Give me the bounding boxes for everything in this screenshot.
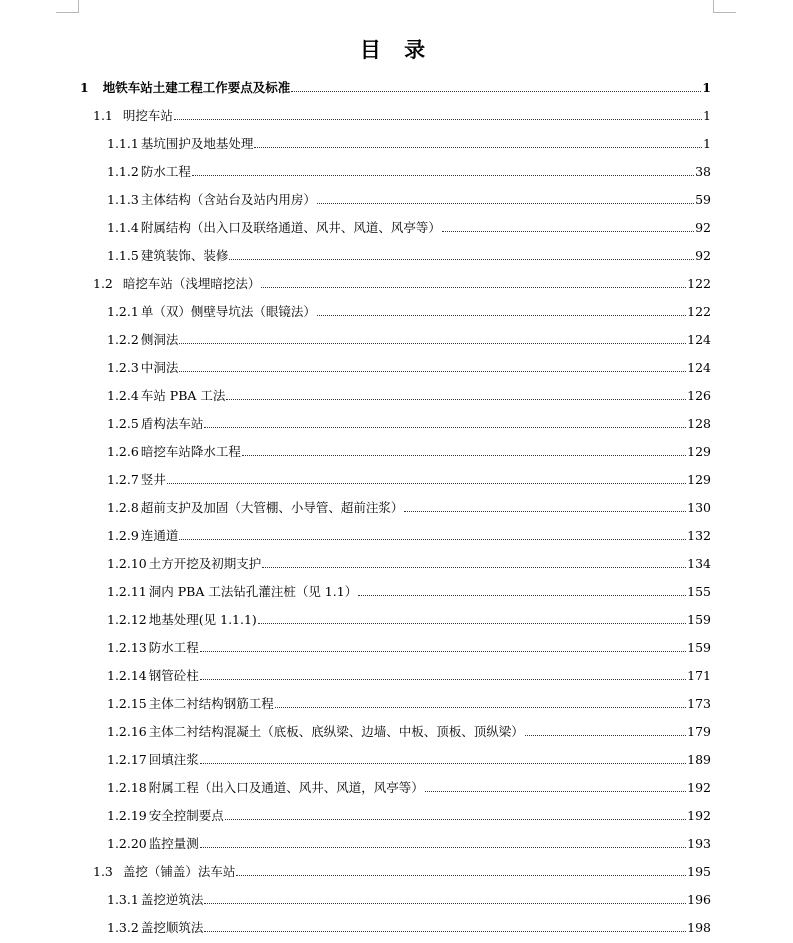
toc-entry-title: 中洞法 <box>140 360 179 375</box>
toc-entry[interactable] <box>107 414 711 432</box>
toc-entry-title: 单（双）侧壁导坑法（眼镜法） <box>140 304 316 319</box>
toc-entry-page: 1 <box>702 80 711 95</box>
toc-entry[interactable] <box>93 862 711 880</box>
toc-entry[interactable] <box>93 106 711 124</box>
toc-entry-number: 1.2.6 <box>107 444 139 459</box>
toc-entry-title: 防水工程 <box>140 164 191 179</box>
toc-entry[interactable] <box>80 78 711 96</box>
toc-dot-leader <box>525 735 686 736</box>
toc-entry-page: 122 <box>687 276 711 291</box>
toc-entry[interactable] <box>107 722 711 740</box>
toc-entry-number: 1.2.12 <box>107 612 147 627</box>
toc-entry[interactable] <box>107 638 711 656</box>
toc-entry-page: 126 <box>687 388 711 403</box>
toc-entry-title: 暗挖车站（浅埋暗挖法） <box>122 276 261 291</box>
toc-dot-leader <box>442 231 694 232</box>
toc-entry-title: 回填注浆 <box>148 752 199 767</box>
page-corner-mark-left <box>56 0 79 13</box>
toc-entry-title: 地铁车站土建工程工作要点及标准 <box>102 80 291 95</box>
toc-entry[interactable] <box>93 274 711 292</box>
toc-entry[interactable] <box>107 190 711 208</box>
toc-entry[interactable] <box>107 246 711 264</box>
toc-entry-title: 明挖车站 <box>122 108 173 123</box>
toc-entry-title: 建筑装饰、装修 <box>140 248 229 263</box>
toc-entry-page: 134 <box>687 556 711 571</box>
toc-dot-leader <box>200 651 686 652</box>
toc-entry-page: 124 <box>687 360 711 375</box>
toc-entry-number: 1.2.10 <box>107 556 147 571</box>
toc-entry[interactable] <box>107 890 711 908</box>
toc-entry-number: 1.2.16 <box>107 724 147 739</box>
toc-entry-page: 196 <box>687 892 711 907</box>
toc-entry-page: 122 <box>687 304 711 319</box>
toc-dot-leader <box>358 595 686 596</box>
toc-dot-leader <box>192 175 694 176</box>
toc-dot-leader <box>261 287 686 288</box>
toc-entry-number: 1.2.18 <box>107 780 147 795</box>
toc-entry-number: 1.2.13 <box>107 640 147 655</box>
toc-entry-page: 171 <box>687 668 711 683</box>
toc-entry-number: 1.3.1 <box>107 892 139 907</box>
toc-entry-number: 1.2.8 <box>107 500 139 515</box>
toc-entry[interactable] <box>107 218 711 236</box>
toc-dot-leader <box>229 259 694 260</box>
toc-entry[interactable] <box>107 358 711 376</box>
toc-entry-page: 159 <box>687 640 711 655</box>
toc-entry[interactable] <box>107 162 711 180</box>
toc-entry-number: 1.3.2 <box>107 920 139 935</box>
toc-entry[interactable] <box>107 834 711 852</box>
toc-entry[interactable] <box>107 470 711 488</box>
toc-entry-page: 129 <box>687 472 711 487</box>
toc-entry-title: 钢管砼柱 <box>148 668 199 683</box>
toc-entry-title: 竖井 <box>140 472 166 487</box>
toc-dot-leader <box>204 427 686 428</box>
toc-entry-title: 暗挖车站降水工程 <box>140 444 241 459</box>
toc-title: 目 录 <box>359 37 434 62</box>
toc-entry-title: 附属工程（出入口及通道、风井、风道，风亭等） <box>148 780 424 795</box>
toc-entry-page: 92 <box>695 248 711 263</box>
toc-dot-leader <box>317 315 686 316</box>
toc-entry[interactable] <box>107 498 711 516</box>
toc-entry-title: 基坑围护及地基处理 <box>140 136 254 151</box>
toc-entry-number: 1.2.9 <box>107 528 139 543</box>
toc-entry-page: 189 <box>687 752 711 767</box>
toc-entry-number: 1.2.4 <box>107 388 139 403</box>
toc-entry-title: 主体二衬结构混凝土（底板、底纵梁、边墙、中板、顶板、顶纵梁） <box>148 724 524 739</box>
toc-entry-title: 盖挖（铺盖）法车站 <box>122 864 236 879</box>
toc-dot-leader <box>174 119 702 120</box>
toc-entry[interactable] <box>107 442 711 460</box>
toc-dot-leader <box>275 707 686 708</box>
toc-dot-leader <box>179 371 686 372</box>
toc-entry-page: 132 <box>687 528 711 543</box>
toc-entry-number: 1 <box>80 80 89 95</box>
toc-entry-number: 1.1.3 <box>107 192 139 207</box>
page-corner-mark-right <box>713 0 736 13</box>
toc-entry[interactable] <box>107 554 711 572</box>
toc-entry-title: 连通道 <box>140 528 179 543</box>
toc-entry-number: 1.2.7 <box>107 472 139 487</box>
toc-dot-leader <box>225 819 686 820</box>
toc-entry[interactable] <box>107 918 711 936</box>
toc-entry-number: 1.2.3 <box>107 360 139 375</box>
toc-entry[interactable] <box>107 694 711 712</box>
toc-entry-page: 192 <box>687 808 711 823</box>
toc-dot-leader <box>200 763 686 764</box>
toc-entry-title: 盖挖逆筑法 <box>140 892 204 907</box>
toc-entry-title: 侧洞法 <box>140 332 179 347</box>
toc-entry-number: 1.2.17 <box>107 752 147 767</box>
toc-entry[interactable] <box>107 386 711 404</box>
toc-entry[interactable] <box>107 610 711 628</box>
toc-entry-number: 1.1.1 <box>107 136 139 151</box>
toc-dot-leader <box>291 91 701 92</box>
toc-entry-page: 192 <box>687 780 711 795</box>
toc-entry-title: 盾构法车站 <box>140 416 204 431</box>
toc-dot-leader <box>242 455 686 456</box>
toc-entry-title: 地基处理(见 1.1.1) <box>148 612 257 627</box>
toc-entry[interactable] <box>107 526 711 544</box>
toc-entry-title: 土方开挖及初期支护 <box>148 556 262 571</box>
toc-entry-number: 1.2.11 <box>107 584 147 599</box>
toc-entry-title: 监控量测 <box>148 836 199 851</box>
toc-entry-number: 1.2.5 <box>107 416 139 431</box>
toc-entry[interactable] <box>107 750 711 768</box>
toc-entry-title: 车站 PBA 工法 <box>140 388 226 403</box>
toc-entry-number: 1.1 <box>93 108 113 123</box>
toc-entry-page: 198 <box>687 920 711 935</box>
toc-entry-page: 173 <box>687 696 711 711</box>
toc-entry-page: 92 <box>695 220 711 235</box>
toc-entry-page: 129 <box>687 444 711 459</box>
toc-dot-leader <box>179 343 686 344</box>
toc-entry-page: 159 <box>687 612 711 627</box>
toc-entry[interactable] <box>107 582 711 600</box>
toc-dot-leader <box>204 931 686 932</box>
toc-entry-title: 防水工程 <box>148 640 199 655</box>
toc-dot-leader <box>258 623 686 624</box>
toc-entry-number: 1.3 <box>93 864 113 879</box>
toc-dot-leader <box>204 903 686 904</box>
toc-entry-number: 1.2 <box>93 276 113 291</box>
toc-entry[interactable] <box>107 330 711 348</box>
toc-entry-number: 1.2.15 <box>107 696 147 711</box>
toc-entry-page: 1 <box>703 108 711 123</box>
toc-dot-leader <box>254 147 702 148</box>
toc-entry-title: 盖挖顺筑法 <box>140 920 204 935</box>
toc-dot-leader <box>404 511 686 512</box>
toc-entry[interactable] <box>107 806 711 824</box>
toc-entry[interactable] <box>107 134 711 152</box>
toc-dot-leader <box>200 847 686 848</box>
toc-entry-number: 1.2.19 <box>107 808 147 823</box>
toc-entry[interactable] <box>107 778 711 796</box>
toc-entry-title: 安全控制要点 <box>148 808 224 823</box>
toc-dot-leader <box>226 399 686 400</box>
toc-entry-page: 130 <box>687 500 711 515</box>
toc-dot-leader <box>317 203 694 204</box>
toc-entry-number: 1.1.2 <box>107 164 139 179</box>
toc-dot-leader <box>236 875 686 876</box>
toc-entry-page: 59 <box>695 192 711 207</box>
toc-entry-title: 主体结构（含站台及站内用房） <box>140 192 316 207</box>
toc-entry[interactable] <box>107 302 711 320</box>
toc-entry-title: 主体二衬结构钢筋工程 <box>148 696 274 711</box>
toc-entry-page: 193 <box>687 836 711 851</box>
toc-entry-title: 超前支护及加固（大管棚、小导管、超前注浆） <box>140 500 404 515</box>
toc-entry-page: 195 <box>687 864 711 879</box>
toc-dot-leader <box>425 791 686 792</box>
toc-entry-title: 附属结构（出入口及联络通道、风井、风道、风亭等） <box>140 220 441 235</box>
toc-entry-page: 38 <box>695 164 711 179</box>
toc-entry-page: 179 <box>687 724 711 739</box>
toc-entry-page: 155 <box>687 584 711 599</box>
toc-entry[interactable] <box>107 666 711 684</box>
toc-dot-leader <box>167 483 686 484</box>
toc-entry-page: 124 <box>687 332 711 347</box>
toc-entry-title: 洞内 PBA 工法钻孔灌注桩（见 1.1） <box>148 584 358 599</box>
toc-entry-number: 1.1.4 <box>107 220 139 235</box>
toc-entry-page: 1 <box>703 136 711 151</box>
toc-dot-leader <box>179 539 686 540</box>
toc-entry-number: 1.2.20 <box>107 836 147 851</box>
toc-entry-number: 1.2.1 <box>107 304 139 319</box>
toc-dot-leader <box>200 679 686 680</box>
toc-entry-number: 1.2.2 <box>107 332 139 347</box>
toc-entry-number: 1.2.14 <box>107 668 147 683</box>
toc-entry-number: 1.1.5 <box>107 248 139 263</box>
toc-entry-page: 128 <box>687 416 711 431</box>
toc-dot-leader <box>262 567 686 568</box>
